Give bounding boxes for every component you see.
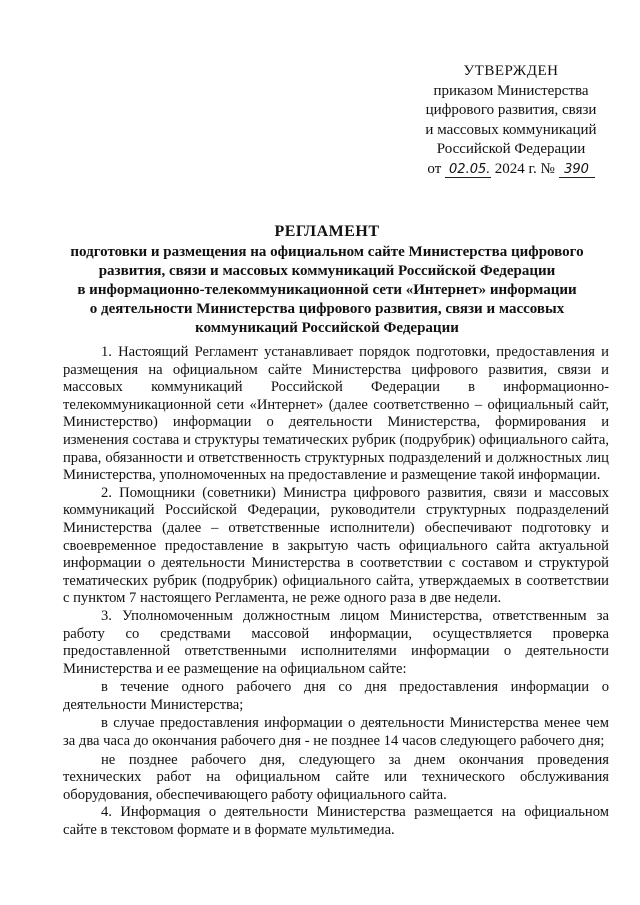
- paragraph-4: 4. Информация о деятельности Министерства размещается на официальном сайте в текстовом формате и в формате мультимедиа.: [63, 804, 609, 839]
- title-line: о деятельности Министерства цифрового развития, связи и массовых: [89, 301, 565, 317]
- title-line: коммуникаций Российской Федерации: [195, 320, 459, 336]
- title-line: подготовки и размещения на официальном сайте Министерства цифрового: [70, 244, 584, 260]
- title-line: в информационно-телекоммуникационной сети «Интернет» информации: [77, 282, 577, 298]
- approval-line: и массовых коммуникаций: [425, 121, 597, 138]
- paragraph-3-item-3: не позднее рабочего дня, следующего за днем окончания проведения технических работ на официальном сайте или технического обслуживания оборудования, обеспечивающего работу официального сайта.: [63, 751, 609, 803]
- document-title: [54, 222, 600, 338]
- title-main: РЕГЛАМЕНТ: [274, 223, 380, 240]
- handwritten-number: 390: [559, 162, 595, 178]
- paragraph-1: 1. Настоящий Регламент устанавливает порядок подготовки, предоставления и размещения на официальном сайте Министерства цифрового развития, связи и массовых коммуникаций Российской Федерации в информационно-телекоммуникационной сети «Интернет» (далее соответственно – официальный сайт, Министерство) информации о деятельности Министерства, формирования и изменения состава и структуры тематических рубрик (подрубрик) официального сайта, права, обязанности и ответственность структурных подразделений и должностных лиц Министерства, уполномоченных на предоставление и размещение такой информации.: [63, 344, 609, 484]
- approval-line: Российской Федерации: [436, 141, 586, 157]
- date-prefix: от: [427, 160, 442, 177]
- approval-date-line: [400, 160, 622, 180]
- paragraph-2: 2. Помощники (советники) Министра цифрового развития, связи и массовых коммуникаций Российской Федерации, руководители структурных подразделений Министерства (далее – ответственные исполнители) обеспечивают подготовку и своевременное предоставление в закрытую часть официального сайта актуальной информации о деятельности Министерства в соответствии с составом и структурой тематических рубрик (подрубрик) официального сайта, утверждаемых в соответствии с пунктом 7 настоящего Регламента, не реже одного раза в две недели.: [63, 484, 609, 607]
- year-text: 2024 г. №: [494, 160, 555, 177]
- paragraph-3-item-2: в случае предоставления информации о деятельности Министерства менее чем за два часа до окончания рабочего дня - не позднее 14 часов следующего рабочего дня;: [63, 715, 609, 750]
- approval-line: приказом Министерства: [433, 82, 589, 99]
- title-line: развития, связи и массовых коммуникаций Российской Федерации: [98, 263, 556, 279]
- approval-line: цифрового развития, связи: [425, 102, 597, 118]
- approval-heading: УТВЕРЖДЕН: [463, 63, 559, 79]
- paragraph-3-item-1: в течение одного рабочего дня со дня предоставления информации о деятельности Министерства;: [63, 679, 609, 713]
- document-body: [63, 344, 609, 840]
- approval-stamp: [400, 62, 622, 179]
- handwritten-date: 02.05.: [445, 162, 491, 178]
- paragraph-3: 3. Уполномоченным должностным лицом Министерства, ответственным за работу со средствами массовой информации, осуществляется проверка предоставленной ответственными исполнителями информации о деятельности Министерства и ее размещение на официальном сайте:: [63, 607, 609, 677]
